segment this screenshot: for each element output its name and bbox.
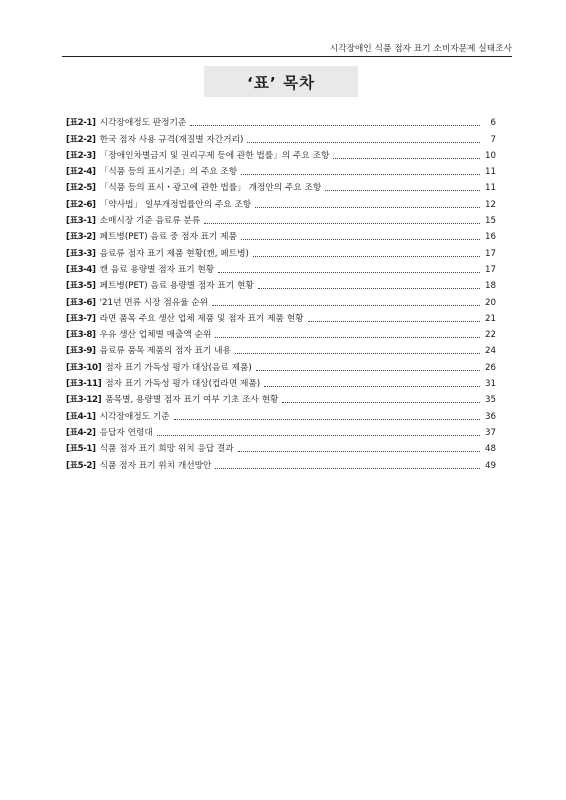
toc-leader-dots <box>190 125 480 126</box>
toc-entry[interactable] <box>66 340 496 356</box>
toc-entry-page: 48 <box>484 444 496 455</box>
toc-entry[interactable] <box>66 242 496 258</box>
toc-leader-dots <box>333 158 480 159</box>
toc-entry[interactable] <box>66 356 496 372</box>
toc-leader-dots <box>235 353 480 354</box>
toc-entry-title: 「장애인차별금지 및 권리구제 등에 관한 법률」의 주요 조항 <box>99 150 330 161</box>
toc-entry-title: 소매시장 기준 음료류 분류 <box>99 216 201 227</box>
toc-entry-number: [표3-4] <box>66 264 96 275</box>
toc-leader-dots <box>157 435 480 436</box>
toc-entry-page: 21 <box>484 313 496 324</box>
toc-leader-dots <box>218 272 480 273</box>
toc-leader-dots <box>215 468 480 469</box>
toc-entry-number: [표3-3] <box>66 248 96 259</box>
toc-entry-page: 22 <box>484 330 496 341</box>
toc-entry-title: '21년 면류 시장 점유율 순위 <box>99 297 209 308</box>
toc-entry-title: 음료류 품목 제품의 점자 표기 내용 <box>99 346 231 357</box>
toc-entry-number: [표3-9] <box>66 346 96 357</box>
toc-entry-number: [표4-2] <box>66 427 96 438</box>
toc-entry-page: 6 <box>490 118 496 129</box>
toc-leader-dots <box>174 419 480 420</box>
header-rule <box>62 56 512 57</box>
toc-entry-page: 20 <box>484 297 496 308</box>
toc-entry-page: 36 <box>484 411 496 422</box>
toc-entry[interactable] <box>66 128 496 144</box>
toc-leader-dots <box>238 451 480 452</box>
toc-entry-number: [표2-6] <box>66 199 96 210</box>
table-of-tables <box>66 112 496 471</box>
toc-entry-page: 24 <box>484 346 496 357</box>
toc-entry-title: 점자 표기 가독성 평가 대상(컵라면 제품) <box>105 379 261 390</box>
toc-entry-page: 11 <box>484 167 496 178</box>
toc-entry-page: 31 <box>484 379 496 390</box>
toc-entry-page: 49 <box>484 460 496 471</box>
toc-entry-page: 7 <box>490 134 496 145</box>
toc-entry-title: 「식품 등의 표시・광고에 관한 법률」 개정안의 주요 조항 <box>99 183 322 194</box>
toc-entry-number: [표5-1] <box>66 444 96 455</box>
toc-leader-dots <box>241 239 480 240</box>
toc-entry-page: 11 <box>484 183 496 194</box>
toc-leader-dots <box>215 337 480 338</box>
toc-leader-dots <box>258 288 480 289</box>
toc-entry-title: 라면 품목 주요 생산 업체 제품 및 점자 표기 제품 현황 <box>99 313 304 324</box>
toc-entry-number: [표2-5] <box>66 183 96 194</box>
toc-leader-dots <box>282 402 480 403</box>
toc-entry-number: [표3-12] <box>66 395 102 406</box>
toc-entry-number: [표4-1] <box>66 411 96 422</box>
toc-entry-number: [표3-10] <box>66 362 102 373</box>
toc-entry[interactable] <box>66 161 496 177</box>
toc-entry[interactable] <box>66 259 496 275</box>
toc-entry-title: 응답자 연령대 <box>99 427 153 438</box>
toc-entry[interactable] <box>66 145 496 161</box>
toc-entry-number: [표3-7] <box>66 313 96 324</box>
toc-entry[interactable] <box>66 210 496 226</box>
toc-entry-title: 「식품 등의 표시기준」의 주요 조항 <box>99 167 238 178</box>
toc-entry-number: [표5-2] <box>66 460 96 471</box>
toc-entry-title: 페트병(PET) 음료 중 점자 표기 제품 <box>99 232 237 243</box>
toc-entry-title: 시각장애정도 판정기준 <box>99 118 187 129</box>
toc-leader-dots <box>325 190 480 191</box>
toc-entry-page: 15 <box>484 216 496 227</box>
toc-entry-number: [표2-4] <box>66 167 96 178</box>
toc-entry-title: 「약사법」 일부개정법률안의 주요 조항 <box>99 199 252 210</box>
toc-entry[interactable] <box>66 275 496 291</box>
toc-entry-title: 우유 생산 업체별 매출액 순위 <box>99 330 212 341</box>
toc-entry[interactable] <box>66 422 496 438</box>
toc-entry-page: 35 <box>484 395 496 406</box>
toc-entry-title: 음료류 점자 표기 제품 현황(캔, 페트병) <box>99 248 249 259</box>
toc-entry[interactable] <box>66 438 496 454</box>
toc-entry-title: 캔 음료 용량별 점자 표기 현황 <box>99 264 215 275</box>
toc-leader-dots <box>241 174 480 175</box>
page-title: ‘표’ 목차 <box>204 66 358 97</box>
toc-leader-dots <box>247 142 480 143</box>
toc-entry-page: 12 <box>484 199 496 210</box>
toc-entry-page: 16 <box>484 232 496 243</box>
toc-entry-page: 17 <box>484 264 496 275</box>
toc-entry[interactable] <box>66 226 496 242</box>
toc-entry[interactable] <box>66 177 496 193</box>
toc-leader-dots <box>253 256 480 257</box>
toc-entry-number: [표3-6] <box>66 297 96 308</box>
toc-entry-number: [표2-3] <box>66 150 96 161</box>
toc-entry-number: [표3-2] <box>66 232 96 243</box>
toc-leader-dots <box>255 207 480 208</box>
toc-entry-page: 17 <box>484 248 496 259</box>
toc-entry-number: [표3-5] <box>66 281 96 292</box>
toc-entry-number: [표2-2] <box>66 134 96 145</box>
toc-entry-number: [표2-1] <box>66 118 96 129</box>
toc-entry[interactable] <box>66 389 496 405</box>
toc-entry[interactable] <box>66 324 496 340</box>
toc-entry-page: 37 <box>484 427 496 438</box>
toc-entry-title: 시각장애정도 기준 <box>99 411 170 422</box>
toc-leader-dots <box>256 370 480 371</box>
toc-entry[interactable] <box>66 291 496 307</box>
toc-entry-title: 품목별, 용량별 점자 표기 여부 기초 조사 현황 <box>105 395 279 406</box>
toc-entry[interactable] <box>66 308 496 324</box>
toc-entry-title: 식품 점자 표기 위치 개선방안 <box>99 460 212 471</box>
toc-entry-number: [표3-1] <box>66 216 96 227</box>
toc-entry[interactable] <box>66 193 496 209</box>
toc-entry[interactable] <box>66 454 496 470</box>
toc-entry-page: 26 <box>484 362 496 373</box>
toc-entry[interactable] <box>66 373 496 389</box>
toc-entry-title: 페트병(PET) 음료 용량별 점자 표기 현황 <box>99 281 254 292</box>
toc-leader-dots <box>264 386 480 387</box>
toc-entry-title: 한국 점자 사용 규격(재질별 자간거리) <box>99 134 244 145</box>
toc-entry-title: 점자 표기 가독성 평가 대상(음료 제품) <box>105 362 252 373</box>
toc-entry-page: 18 <box>484 281 496 292</box>
toc-leader-dots <box>204 223 480 224</box>
running-header: 시각장애인 식품 점자 표기 소비자문제 실태조사 <box>329 44 512 54</box>
toc-entry[interactable] <box>66 112 496 128</box>
toc-entry[interactable] <box>66 405 496 421</box>
toc-leader-dots <box>308 321 481 322</box>
toc-entry-number: [표3-8] <box>66 330 96 341</box>
toc-entry-number: [표3-11] <box>66 379 102 390</box>
toc-entry-title: 식품 점자 표기 희망 위치 응답 결과 <box>99 444 234 455</box>
toc-entry-page: 10 <box>484 150 496 161</box>
toc-leader-dots <box>212 305 480 306</box>
